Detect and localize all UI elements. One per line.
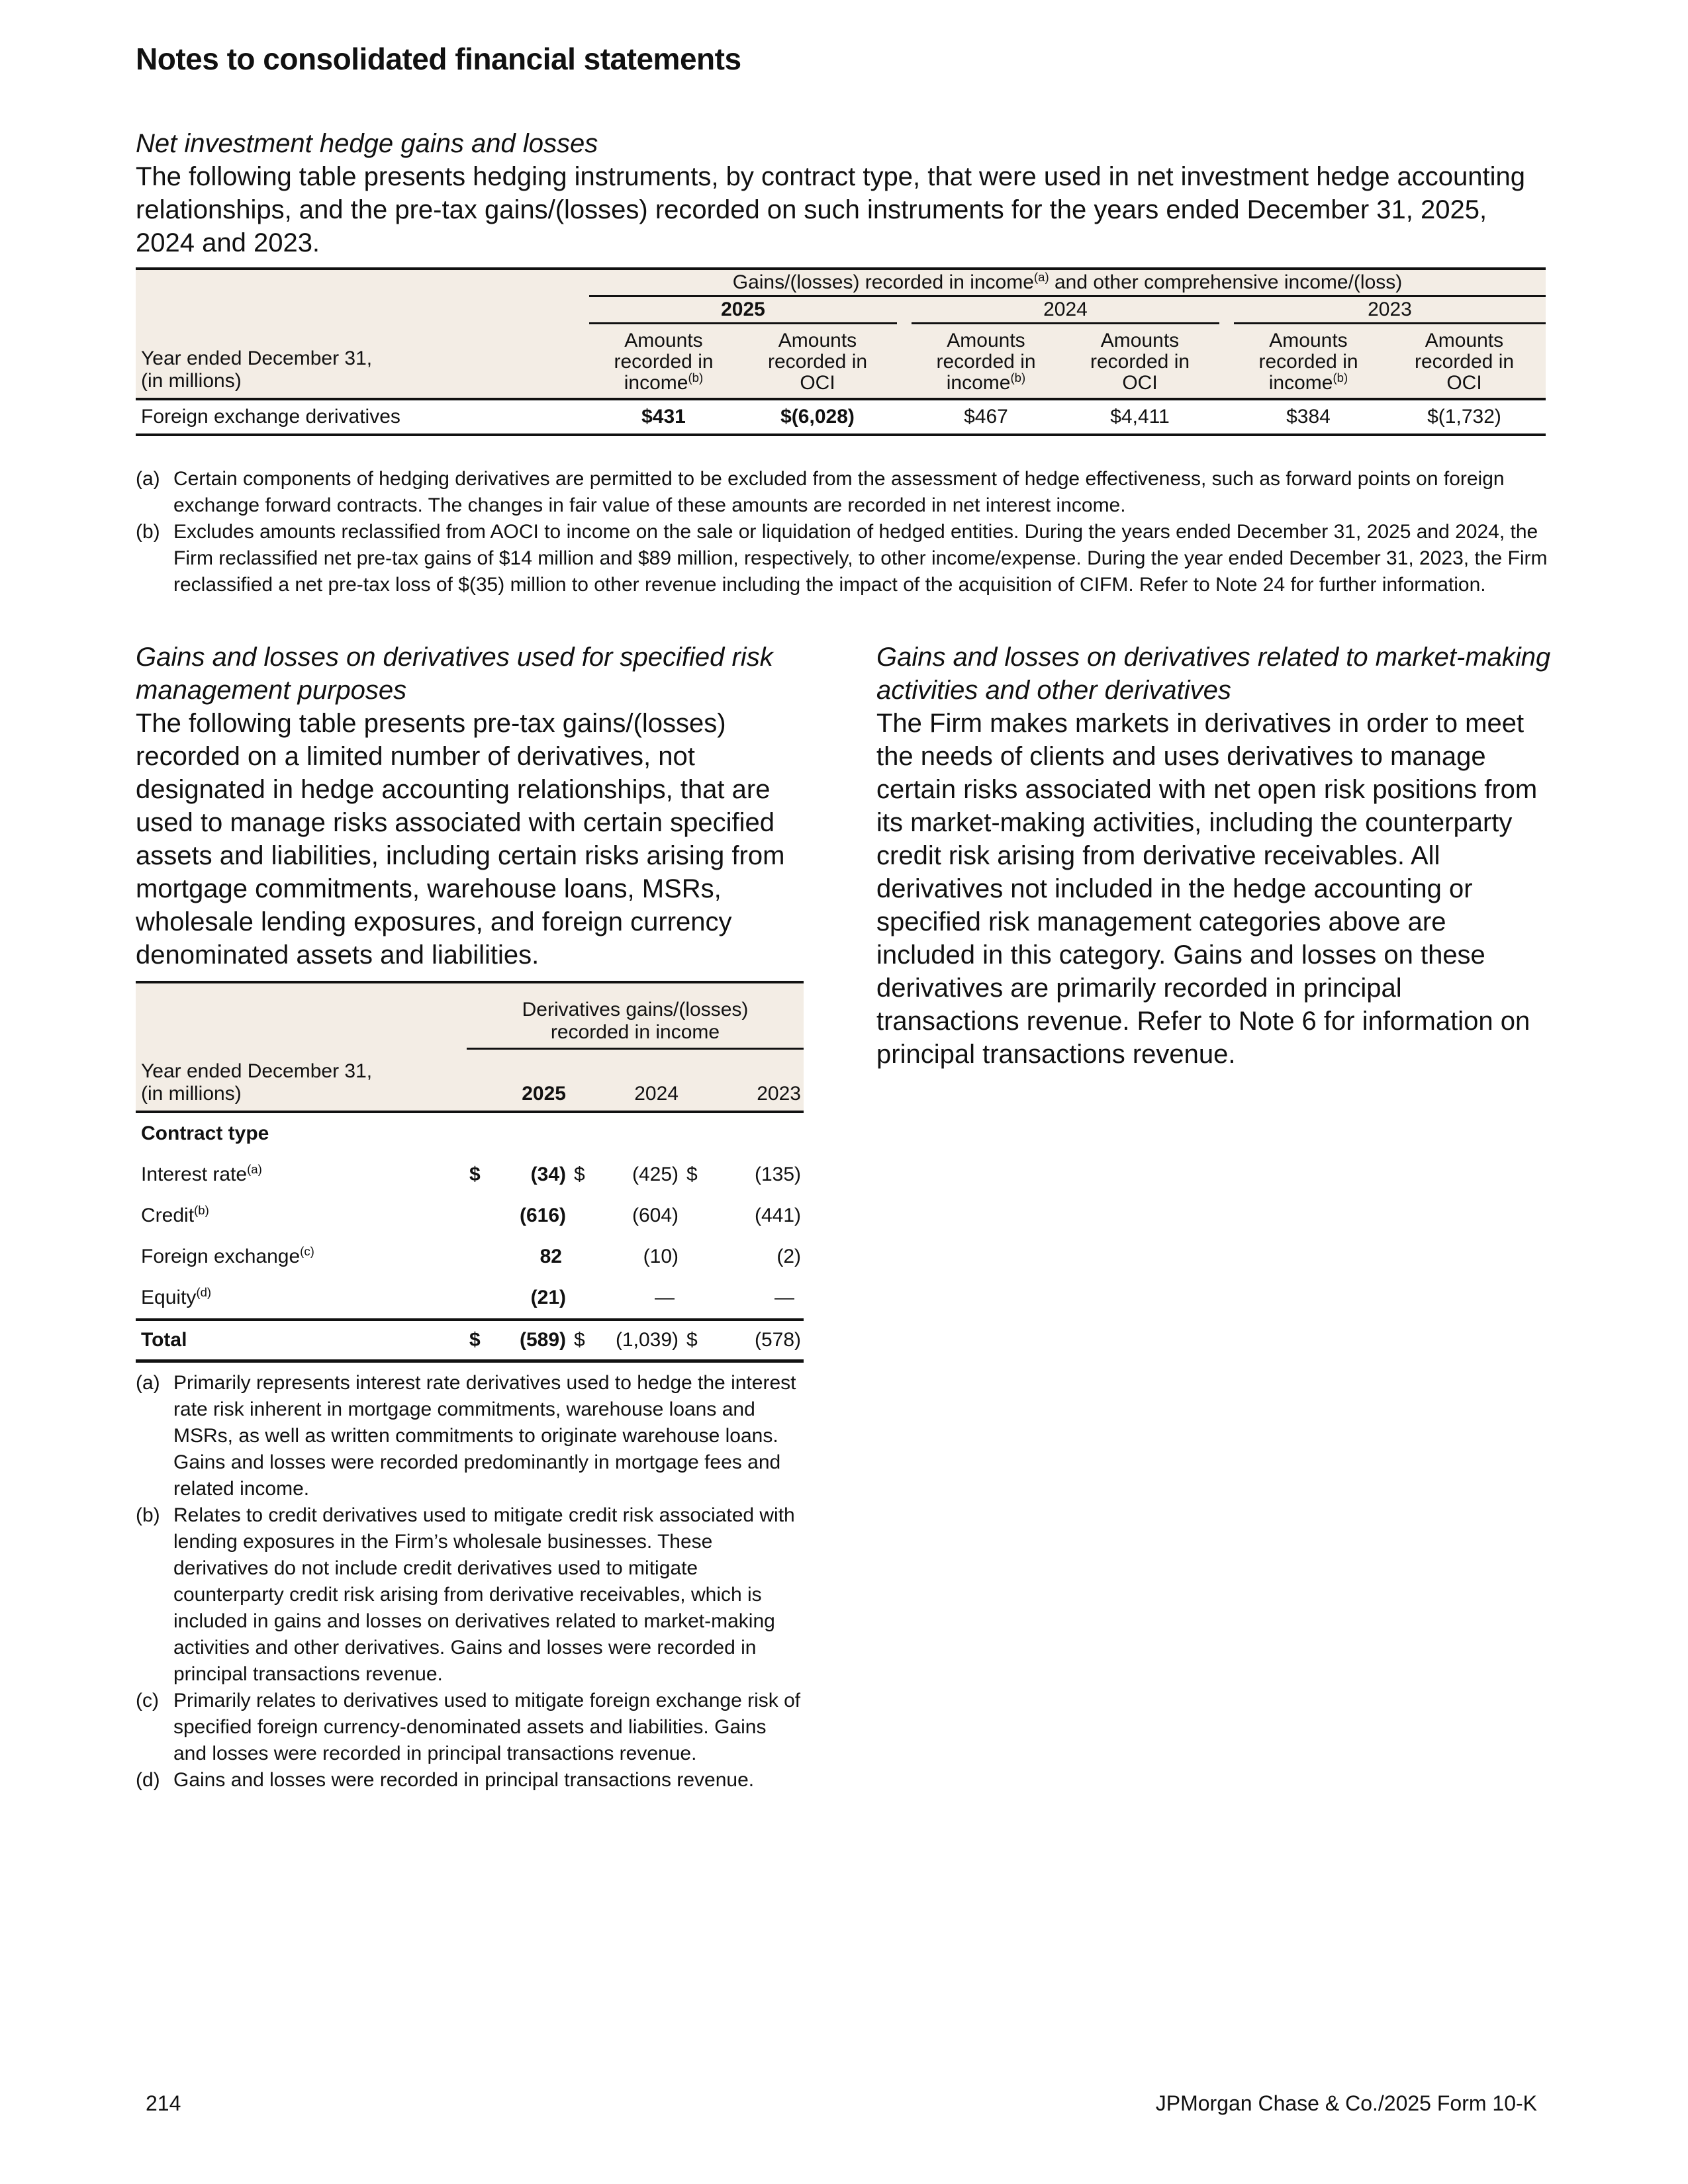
table-row	[136, 1277, 804, 1320]
col-header-oci: Amounts recorded in OCI	[1414, 329, 1515, 394]
row-label: Interest rate$^{(a)}$	[141, 1162, 262, 1185]
cell-2025: (21)	[530, 1287, 566, 1308]
col-header-oci: Amounts recorded in OCI	[767, 329, 868, 394]
cell-2023-oci: $(1,732)	[1427, 405, 1501, 428]
specified-risk-section	[136, 641, 811, 972]
footnote-d: (d) Gains and losses were recorded in principal transactions revenue.	[136, 1769, 755, 1791]
col-header-income: Amounts recorded in income$^{(b)}$	[936, 329, 1036, 394]
net-investment-heading: Net investment hedge gains and losses	[136, 129, 598, 158]
cell-2025: (616)	[519, 1205, 566, 1226]
row-label: Foreign exchange$^{(c)}$	[141, 1244, 314, 1267]
net-investment-section	[136, 127, 1552, 259]
footnote-c: (c) Primarily relates to derivatives used to mitigate foreign exchange risk of specified foreign currency-denominated assets and liabilities. Gains and losses were recorded in principal transactions revenue.	[136, 1690, 801, 1764]
table-row	[136, 1236, 804, 1277]
table-row	[136, 1195, 804, 1236]
specified-risk-heading: Gains and losses on derivatives used for specified risk management purposes	[136, 643, 773, 705]
page-number: 214	[146, 2091, 181, 2115]
table-super-header: Derivatives gains/(losses) recorded in income	[467, 982, 804, 1048]
total-2025: (589)	[487, 1320, 571, 1361]
specified-risk-footnotes	[136, 1370, 804, 1794]
year-header-2023: 2023	[757, 1083, 801, 1105]
total-2024: (1,039)	[591, 1320, 684, 1361]
cell-2024: (604)	[632, 1205, 679, 1226]
specified-risk-table	[136, 981, 804, 1363]
market-making-heading: Gains and losses on derivatives related to market-making activities and other derivatives	[876, 643, 1551, 705]
net-investment-intro: The following table presents hedging instruments, by contract type, that were used in net investment hedge accounting relationships, and the pre-tax gains/(losses) recorded on such instruments for the years ended December 31, 2025, 2024 and 2023.	[136, 162, 1526, 257]
net-investment-table	[136, 267, 1546, 436]
cell-2023: (135)	[754, 1163, 801, 1185]
row-label: Equity$^{(d)}$	[141, 1285, 212, 1308]
currency-symbol: $	[571, 1320, 591, 1361]
cell-2023: —	[774, 1287, 794, 1308]
cell-2023: (2)	[776, 1246, 801, 1267]
cell-2025: 82	[539, 1246, 562, 1267]
net-investment-footnotes	[136, 466, 1552, 598]
year-header-2024: 2024	[912, 296, 1219, 324]
cell-2024-income: $467	[964, 405, 1008, 428]
market-making-section	[876, 641, 1552, 1071]
specified-risk-intro: The following table presents pre-tax gains/(losses) recorded on a limited number of derivatives, not designated in hedge accounting relationships, that are used to manage risks associated with certain specified assets and liabilities, including certain risks arising from mortgage commitments, warehouse loans, MSRs, wholesale lending exposures, and foreign currency denominated assets and liabilities.	[136, 709, 785, 970]
year-header-2025: 2025	[522, 1083, 566, 1105]
cell-2024: (425)	[632, 1163, 679, 1185]
col-header-income: Amounts recorded in income$^{(b)}$	[614, 329, 714, 394]
market-making-body: The Firm makes markets in derivatives in order to meet the needs of clients and uses derivatives to manage certain risks associated with net open risk positions from its market-making activities, including the counterparty credit risk arising from derivative receivables. All derivatives not included in the hedge accounting or specified risk management categories above are included in this category. Gains and losses on these derivatives are primarily recorded in principal transactions revenue. Refer to Note 6 for information on principal transactions revenue.	[876, 709, 1538, 1069]
cell-2025-oci: $(6,028)	[780, 405, 855, 428]
row-label: Credit$^{(b)}$	[141, 1203, 209, 1226]
table-row	[136, 1154, 804, 1195]
currency-symbol: $	[467, 1320, 487, 1361]
currency-symbol: $	[686, 1163, 698, 1185]
col-header-oci: Amounts recorded in OCI	[1090, 329, 1190, 394]
cell-2025-income: $431	[641, 405, 686, 428]
year-header-2024: 2024	[634, 1083, 679, 1105]
footnote-a: (a) Primarily represents interest rate derivatives used to hedge the interest rate risk inherent in mortgage commitments, warehouse loans and MSRs, as well as written commitments to originate warehouse loans. Gains and losses were recorded predominantly in mortgage fees and related income.	[136, 1372, 796, 1500]
table-row	[136, 399, 1546, 435]
year-header-2025: 2025	[589, 296, 897, 324]
footnote-b: (b) Excludes amounts reclassified from AOCI to income on the sale or liquidation of hedged entities. During the years ended December 31, 2025 and 2024, the Firm reclassified net pre-tax gains of $14 million and $89 million, respectively, to other income/expense. During the year ended December 31, 2023, the Firm reclassified a net pre-tax loss of $(35) million to other revenue including the impact of the acquisition of CIFM. Refer to Note 24 for further information.	[136, 521, 1548, 596]
cell-2023: (441)	[754, 1205, 801, 1226]
cell-2025: (34)	[530, 1163, 566, 1185]
currency-symbol: $	[469, 1163, 481, 1185]
row-label-header: Year ended December 31, (in millions)	[141, 347, 373, 392]
document-name: JPMorgan Chase & Co./2025 Form 10-K	[1155, 2091, 1537, 2115]
cell-2024: (10)	[643, 1246, 679, 1267]
col-header-income: Amounts recorded in income$^{(b)}$	[1258, 329, 1358, 394]
table-super-header: Gains/(losses) recorded in income$^{(a)}$ and other comprehensive income/(loss)	[589, 269, 1546, 296]
cell-2023-income: $384	[1286, 405, 1331, 428]
year-header-2023: 2023	[1234, 296, 1546, 324]
cell-2024: —	[655, 1287, 675, 1308]
cell-2024-oci: $4,411	[1110, 405, 1170, 428]
row-label: Foreign exchange derivatives	[141, 405, 400, 428]
section-label: Contract type	[141, 1122, 269, 1144]
row-label-header: Year ended December 31, (in millions)	[141, 1060, 373, 1105]
total-2023: (578)	[704, 1320, 804, 1361]
currency-symbol: $	[574, 1163, 585, 1185]
currency-symbol: $	[684, 1320, 704, 1361]
footnote-b: (b) Relates to credit derivatives used to mitigate credit risk associated with lending exposures in the Firm’s wholesale businesses. These derivatives do not include credit derivatives used to mitigate counterparty credit risk arising from derivative receivables, which is included in gains and losses on derivatives related to market-making activities and other derivatives. Gains and losses were recorded in principal transactions revenue.	[136, 1504, 795, 1685]
page-title: Notes to consolidated financial statements	[136, 42, 741, 76]
total-label: Total	[136, 1320, 467, 1361]
footnote-a: (a) Certain components of hedging derivatives are permitted to be excluded from the assessment of hedge effectiveness, such as forward points on foreign exchange forward contracts. The changes in fair value of these amounts are recorded in net interest income.	[136, 468, 1505, 516]
table-total-row	[136, 1320, 804, 1361]
